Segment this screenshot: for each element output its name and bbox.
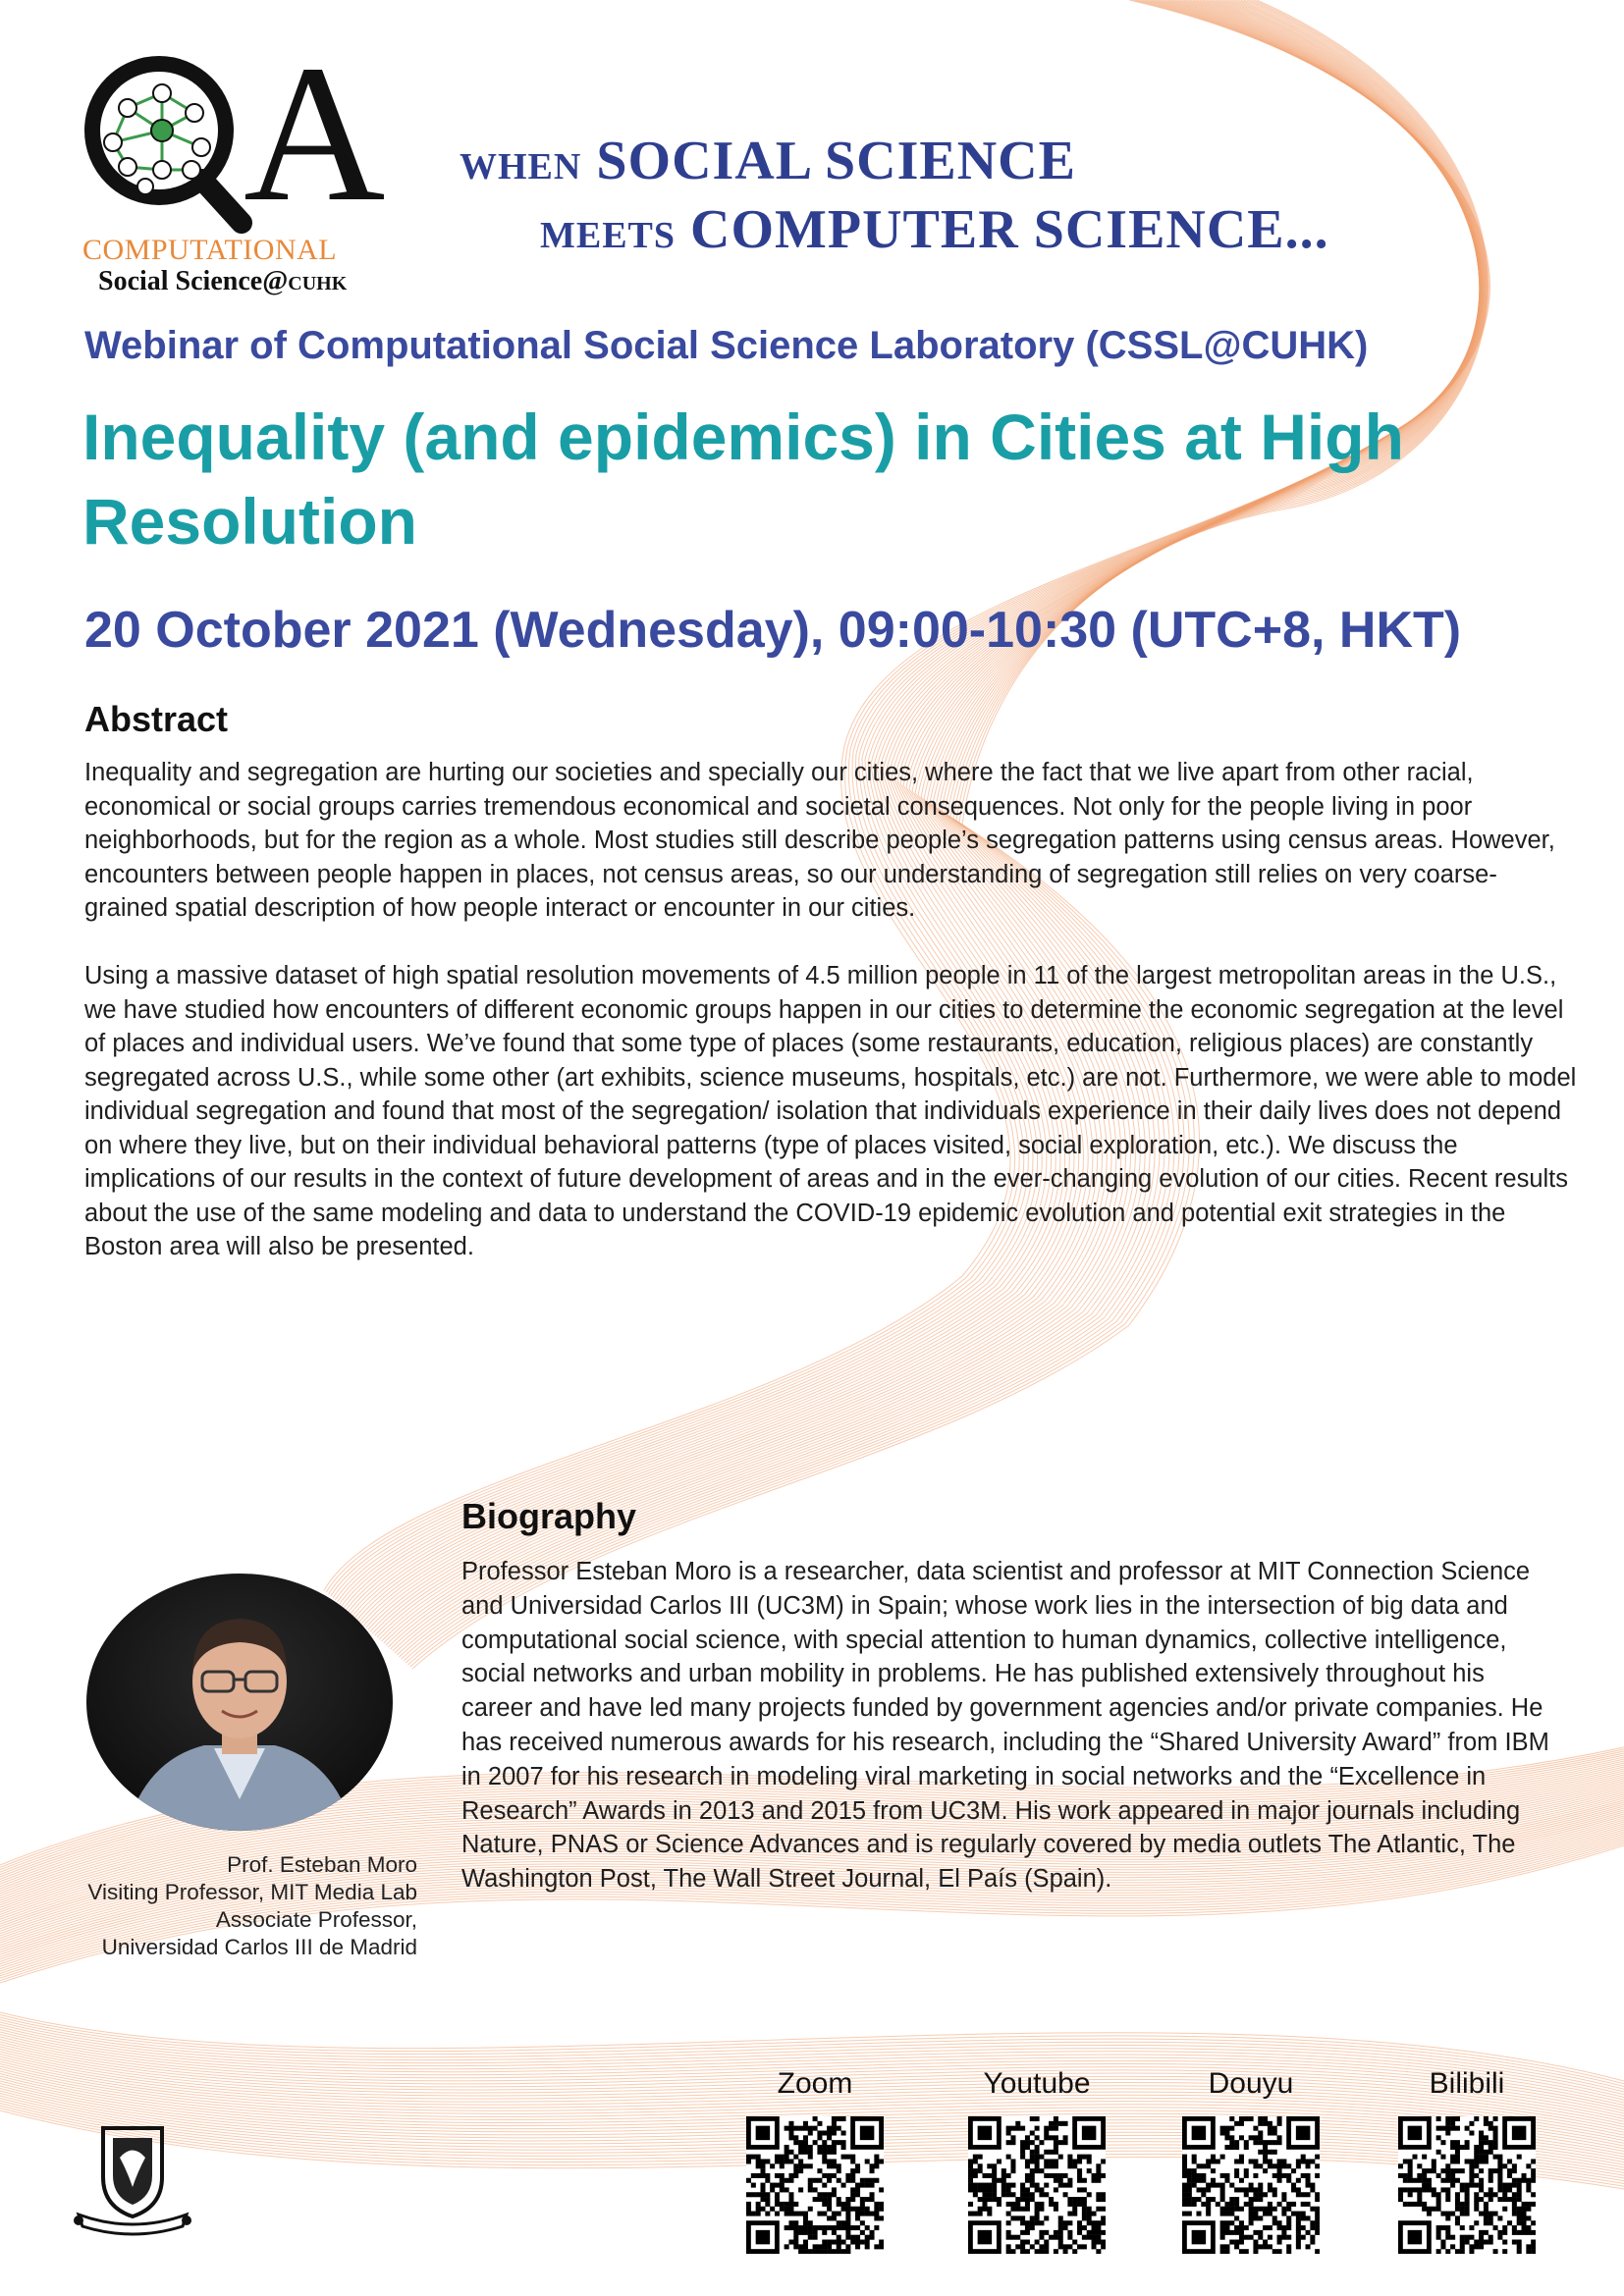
logo-letter: A <box>244 26 386 242</box>
magnifier-network-icon <box>69 54 265 240</box>
youtube-qr-code[interactable] <box>968 2116 1106 2254</box>
abstract-body <box>84 756 1577 1298</box>
bilibili-qr-code[interactable] <box>1398 2116 1536 2254</box>
qr-label-zoom: Zoom <box>777 2067 853 2100</box>
cssl-logo <box>69 26 393 299</box>
abstract-paragraph: Inequality and segregation are hurting our societies and specially our cities, where the fact that we live apart from other racial, economical or social groups carries tremendous economical and societal consequences. Not only for the people living in poor neighborhoods, but for the region as a whole. Most studies still describe people’s segregation patterns using census areas. However, encounters between people happen in places, not census areas, so our understanding of segregation still relies on very coarse-grained spatial description of how people interact or encounter in our cities. <box>84 759 1555 922</box>
speaker-role: Universidad Carlos III de Madrid <box>101 1935 417 1959</box>
biography-heading: Biography <box>461 1496 637 1536</box>
speaker-caption <box>39 1851 417 1961</box>
qr-label-youtube: Youtube <box>983 2067 1091 2100</box>
event-title: Inequality (and epidemics) in Cities at High Resolution <box>82 400 1404 558</box>
speaker-photo <box>86 1574 393 1831</box>
event-datetime: 20 October 2021 (Wednesday), 09:00-10:30 (UTC+8, HKT) <box>84 602 1462 659</box>
speaker-role: Visiting Professor, MIT Media Lab <box>87 1880 417 1904</box>
douyu-qr-code[interactable] <box>1182 2116 1320 2254</box>
speaker-role: Associate Professor, <box>215 1907 417 1932</box>
qr-label-douyu: Douyu <box>1208 2067 1294 2100</box>
abstract-paragraph: Using a massive dataset of high spatial resolution movements of 4.5 million people in 11 of the largest metropolitan areas in the U.S., we have studied how encounters of different economic groups happen in our cities to determine the economic segregation at the level of places and individual users. We’ve found that some type of places (some restaurants, education, religious places) are constantly segregated across U.S., while some other (art exhibits, science museums, hospitals, etc.) are not. Furthermore, we were able to model individual segregation and found that most of the segregation/ isolation that individuals experience in their daily lives does not depend on where they live, but on their individual behavioral patterns (type of places visited, social exploration, etc.). We discuss the implications of our results in the context of future development of areas and in the ever-changing evolution of our cities. Recent results about the use of the same modeling and data to understand the COVID-19 epidemic evolution and potential exit strategies in the Boston area will also be presented. <box>84 962 1577 1260</box>
logo-computational: COMPUTATIONAL <box>82 234 338 266</box>
biography-body: Professor Esteban Moro is a researcher, data scientist and professor at MIT Connection Science and Universidad Carlos III (UC3M) in Spain; whose work lies in the intersection of big data and computational social science, with special attention to human dynamics, collective intelligence, social networks and urban mobility in problems. He has published extensively throughout his career and have led many projects funded by government agencies and/or private companies. He has received numerous awards for his research, including the “Shared University Award” from IBM in 2007 for his research in modeling viral marketing in social networks and the “Excellence in Research” Awards in 2013 and 2015 from UC3M. His work appeared in major journals including Nature, PNAS or Science Advances and is regularly covered by media outlets The Atlantic, The Washington Post, The Wall Street Journal, El País (Spain). <box>461 1558 1549 1894</box>
webinar-subtitle: Webinar of Computational Social Science Laboratory (CSSL@CUHK) <box>84 324 1369 367</box>
cuhk-crest-icon <box>59 2118 206 2236</box>
speaker-name: Prof. Esteban Moro <box>227 1852 417 1877</box>
tagline: WHEN SOCIAL SCIENCE MEETS COMPUTER SCIENCE... <box>460 131 1329 260</box>
qr-label-bilibili: Bilibili <box>1429 2067 1505 2100</box>
logo-social-science: Social Science@CUHK <box>98 266 348 296</box>
zoom-qr-code[interactable] <box>746 2116 884 2254</box>
abstract-heading: Abstract <box>84 699 229 739</box>
